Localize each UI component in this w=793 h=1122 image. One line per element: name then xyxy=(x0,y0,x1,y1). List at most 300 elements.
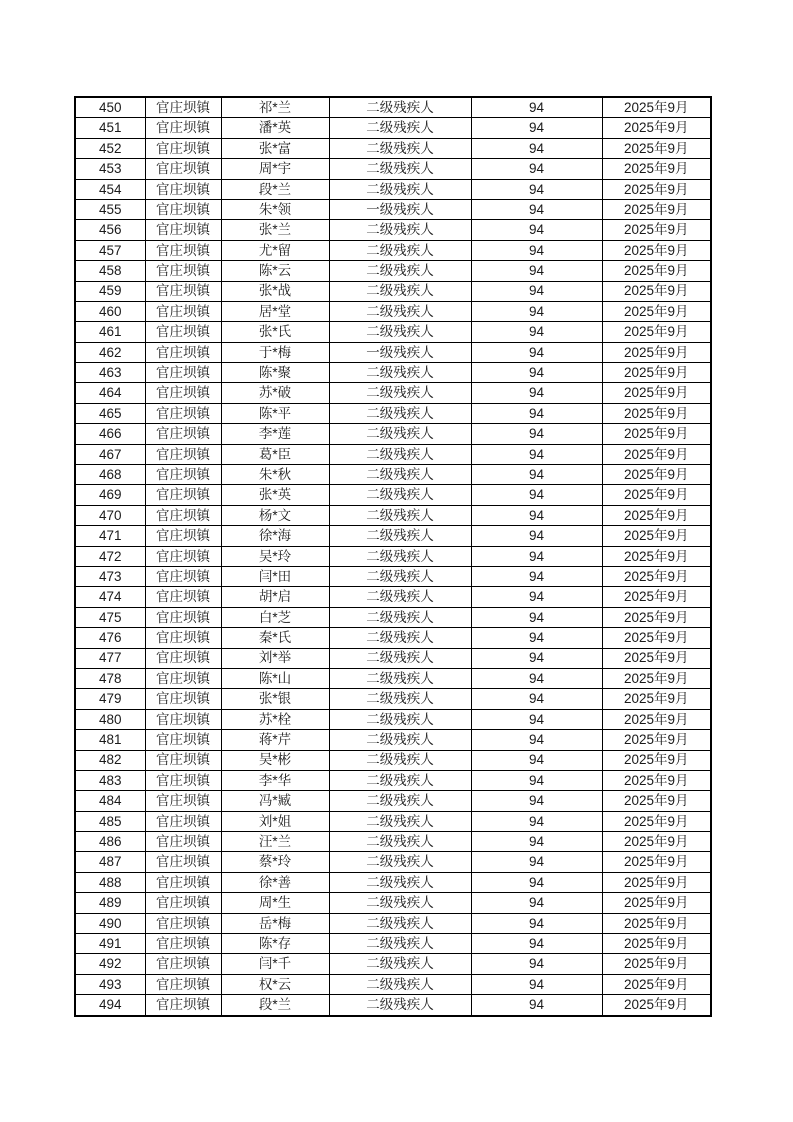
table-row xyxy=(75,954,711,974)
name-cell: 葛*臣 xyxy=(221,444,329,464)
category-cell: 二级残疾人 xyxy=(329,628,471,648)
table-row xyxy=(75,159,711,179)
name-cell: 胡*启 xyxy=(221,587,329,607)
table-row xyxy=(75,138,711,158)
serial-cell: 457 xyxy=(75,240,145,260)
month-cell: 2025年9月 xyxy=(602,342,711,362)
month-cell: 2025年9月 xyxy=(602,770,711,790)
name-cell: 权*云 xyxy=(221,974,329,994)
name-cell: 蔡*玲 xyxy=(221,852,329,872)
table-row xyxy=(75,587,711,607)
name-cell: 李*莲 xyxy=(221,424,329,444)
category-cell: 二级残疾人 xyxy=(329,322,471,342)
serial-cell: 455 xyxy=(75,199,145,219)
table-row xyxy=(75,689,711,709)
category-cell: 二级残疾人 xyxy=(329,893,471,913)
category-cell: 二级残疾人 xyxy=(329,913,471,933)
table-row xyxy=(75,974,711,994)
month-cell: 2025年9月 xyxy=(602,261,711,281)
table-row xyxy=(75,913,711,933)
month-cell: 2025年9月 xyxy=(602,995,711,1016)
amount-cell: 94 xyxy=(471,832,602,852)
name-cell: 张*富 xyxy=(221,138,329,158)
month-cell: 2025年9月 xyxy=(602,465,711,485)
serial-cell: 482 xyxy=(75,750,145,770)
amount-cell: 94 xyxy=(471,444,602,464)
month-cell: 2025年9月 xyxy=(602,179,711,199)
town-cell: 官庄坝镇 xyxy=(145,730,221,750)
amount-cell: 94 xyxy=(471,97,602,118)
category-cell: 二级残疾人 xyxy=(329,587,471,607)
town-cell: 官庄坝镇 xyxy=(145,363,221,383)
category-cell: 二级残疾人 xyxy=(329,261,471,281)
town-cell: 官庄坝镇 xyxy=(145,893,221,913)
town-cell: 官庄坝镇 xyxy=(145,832,221,852)
amount-cell: 94 xyxy=(471,811,602,831)
town-cell: 官庄坝镇 xyxy=(145,383,221,403)
category-cell: 二级残疾人 xyxy=(329,954,471,974)
name-cell: 段*兰 xyxy=(221,995,329,1016)
name-cell: 张*战 xyxy=(221,281,329,301)
town-cell: 官庄坝镇 xyxy=(145,587,221,607)
amount-cell: 94 xyxy=(471,934,602,954)
serial-cell: 459 xyxy=(75,281,145,301)
table-row xyxy=(75,607,711,627)
serial-cell: 489 xyxy=(75,893,145,913)
table-row xyxy=(75,648,711,668)
category-cell: 二级残疾人 xyxy=(329,791,471,811)
amount-cell: 94 xyxy=(471,240,602,260)
name-cell: 吴*玲 xyxy=(221,546,329,566)
town-cell: 官庄坝镇 xyxy=(145,342,221,362)
name-cell: 尤*留 xyxy=(221,240,329,260)
category-cell: 二级残疾人 xyxy=(329,118,471,138)
name-cell: 蒋*芹 xyxy=(221,730,329,750)
table-row xyxy=(75,934,711,954)
serial-cell: 473 xyxy=(75,566,145,586)
table-row xyxy=(75,526,711,546)
month-cell: 2025年9月 xyxy=(602,403,711,423)
name-cell: 闫*千 xyxy=(221,954,329,974)
town-cell: 官庄坝镇 xyxy=(145,546,221,566)
subsidy-roster-table-body xyxy=(75,97,711,1016)
serial-cell: 450 xyxy=(75,97,145,118)
name-cell: 陈*山 xyxy=(221,668,329,688)
serial-cell: 484 xyxy=(75,791,145,811)
category-cell: 一级残疾人 xyxy=(329,199,471,219)
town-cell: 官庄坝镇 xyxy=(145,505,221,525)
serial-cell: 486 xyxy=(75,832,145,852)
category-cell: 二级残疾人 xyxy=(329,424,471,444)
amount-cell: 94 xyxy=(471,220,602,240)
town-cell: 官庄坝镇 xyxy=(145,934,221,954)
serial-cell: 458 xyxy=(75,261,145,281)
amount-cell: 94 xyxy=(471,138,602,158)
name-cell: 张*兰 xyxy=(221,220,329,240)
category-cell: 二级残疾人 xyxy=(329,403,471,423)
town-cell: 官庄坝镇 xyxy=(145,750,221,770)
table-row xyxy=(75,403,711,423)
table-row xyxy=(75,505,711,525)
town-cell: 官庄坝镇 xyxy=(145,974,221,994)
month-cell: 2025年9月 xyxy=(602,628,711,648)
category-cell: 二级残疾人 xyxy=(329,872,471,892)
month-cell: 2025年9月 xyxy=(602,730,711,750)
serial-cell: 483 xyxy=(75,770,145,790)
table-row xyxy=(75,424,711,444)
month-cell: 2025年9月 xyxy=(602,118,711,138)
category-cell: 二级残疾人 xyxy=(329,934,471,954)
town-cell: 官庄坝镇 xyxy=(145,220,221,240)
amount-cell: 94 xyxy=(471,342,602,362)
amount-cell: 94 xyxy=(471,750,602,770)
town-cell: 官庄坝镇 xyxy=(145,913,221,933)
category-cell: 二级残疾人 xyxy=(329,281,471,301)
month-cell: 2025年9月 xyxy=(602,709,711,729)
serial-cell: 479 xyxy=(75,689,145,709)
category-cell: 二级残疾人 xyxy=(329,138,471,158)
table-row xyxy=(75,342,711,362)
category-cell: 二级残疾人 xyxy=(329,220,471,240)
month-cell: 2025年9月 xyxy=(602,322,711,342)
month-cell: 2025年9月 xyxy=(602,668,711,688)
name-cell: 岳*梅 xyxy=(221,913,329,933)
table-row xyxy=(75,97,711,118)
amount-cell: 94 xyxy=(471,730,602,750)
town-cell: 官庄坝镇 xyxy=(145,424,221,444)
town-cell: 官庄坝镇 xyxy=(145,995,221,1016)
category-cell: 二级残疾人 xyxy=(329,444,471,464)
category-cell: 二级残疾人 xyxy=(329,465,471,485)
month-cell: 2025年9月 xyxy=(602,811,711,831)
serial-cell: 490 xyxy=(75,913,145,933)
month-cell: 2025年9月 xyxy=(602,832,711,852)
town-cell: 官庄坝镇 xyxy=(145,668,221,688)
category-cell: 二级残疾人 xyxy=(329,97,471,118)
month-cell: 2025年9月 xyxy=(602,505,711,525)
amount-cell: 94 xyxy=(471,607,602,627)
category-cell: 二级残疾人 xyxy=(329,526,471,546)
name-cell: 陈*云 xyxy=(221,261,329,281)
town-cell: 官庄坝镇 xyxy=(145,444,221,464)
month-cell: 2025年9月 xyxy=(602,138,711,158)
category-cell: 二级残疾人 xyxy=(329,750,471,770)
name-cell: 张*英 xyxy=(221,485,329,505)
serial-cell: 451 xyxy=(75,118,145,138)
name-cell: 段*兰 xyxy=(221,179,329,199)
serial-cell: 452 xyxy=(75,138,145,158)
amount-cell: 94 xyxy=(471,118,602,138)
month-cell: 2025年9月 xyxy=(602,689,711,709)
serial-cell: 487 xyxy=(75,852,145,872)
category-cell: 二级残疾人 xyxy=(329,709,471,729)
serial-cell: 465 xyxy=(75,403,145,423)
table-row xyxy=(75,852,711,872)
table-row xyxy=(75,220,711,240)
amount-cell: 94 xyxy=(471,893,602,913)
serial-cell: 477 xyxy=(75,648,145,668)
table-row xyxy=(75,383,711,403)
category-cell: 二级残疾人 xyxy=(329,505,471,525)
name-cell: 于*梅 xyxy=(221,342,329,362)
category-cell: 二级残疾人 xyxy=(329,301,471,321)
table-row xyxy=(75,872,711,892)
month-cell: 2025年9月 xyxy=(602,97,711,118)
town-cell: 官庄坝镇 xyxy=(145,403,221,423)
category-cell: 二级残疾人 xyxy=(329,363,471,383)
month-cell: 2025年9月 xyxy=(602,526,711,546)
table-row xyxy=(75,750,711,770)
name-cell: 刘*举 xyxy=(221,648,329,668)
serial-cell: 456 xyxy=(75,220,145,240)
table-row xyxy=(75,485,711,505)
month-cell: 2025年9月 xyxy=(602,954,711,974)
name-cell: 秦*氏 xyxy=(221,628,329,648)
table-row xyxy=(75,832,711,852)
category-cell: 二级残疾人 xyxy=(329,689,471,709)
amount-cell: 94 xyxy=(471,505,602,525)
month-cell: 2025年9月 xyxy=(602,281,711,301)
town-cell: 官庄坝镇 xyxy=(145,179,221,199)
serial-cell: 454 xyxy=(75,179,145,199)
category-cell: 二级残疾人 xyxy=(329,546,471,566)
name-cell: 汪*兰 xyxy=(221,832,329,852)
town-cell: 官庄坝镇 xyxy=(145,485,221,505)
name-cell: 周*宇 xyxy=(221,159,329,179)
amount-cell: 94 xyxy=(471,199,602,219)
town-cell: 官庄坝镇 xyxy=(145,791,221,811)
month-cell: 2025年9月 xyxy=(602,546,711,566)
serial-cell: 480 xyxy=(75,709,145,729)
amount-cell: 94 xyxy=(471,363,602,383)
name-cell: 闫*田 xyxy=(221,566,329,586)
amount-cell: 94 xyxy=(471,322,602,342)
table-row xyxy=(75,546,711,566)
category-cell: 二级残疾人 xyxy=(329,832,471,852)
table-row xyxy=(75,199,711,219)
name-cell: 白*芝 xyxy=(221,607,329,627)
name-cell: 陈*聚 xyxy=(221,363,329,383)
table-row xyxy=(75,791,711,811)
table-row xyxy=(75,770,711,790)
category-cell: 二级残疾人 xyxy=(329,995,471,1016)
table-row xyxy=(75,628,711,648)
town-cell: 官庄坝镇 xyxy=(145,852,221,872)
town-cell: 官庄坝镇 xyxy=(145,465,221,485)
month-cell: 2025年9月 xyxy=(602,240,711,260)
name-cell: 祁*兰 xyxy=(221,97,329,118)
table-row xyxy=(75,444,711,464)
table-row xyxy=(75,811,711,831)
category-cell: 二级残疾人 xyxy=(329,566,471,586)
town-cell: 官庄坝镇 xyxy=(145,709,221,729)
serial-cell: 453 xyxy=(75,159,145,179)
amount-cell: 94 xyxy=(471,872,602,892)
month-cell: 2025年9月 xyxy=(602,934,711,954)
category-cell: 二级残疾人 xyxy=(329,730,471,750)
name-cell: 陈*平 xyxy=(221,403,329,423)
town-cell: 官庄坝镇 xyxy=(145,526,221,546)
name-cell: 徐*善 xyxy=(221,872,329,892)
month-cell: 2025年9月 xyxy=(602,444,711,464)
month-cell: 2025年9月 xyxy=(602,424,711,444)
amount-cell: 94 xyxy=(471,261,602,281)
name-cell: 朱*秋 xyxy=(221,465,329,485)
town-cell: 官庄坝镇 xyxy=(145,954,221,974)
table-row xyxy=(75,668,711,688)
table-row xyxy=(75,322,711,342)
name-cell: 周*生 xyxy=(221,893,329,913)
serial-cell: 476 xyxy=(75,628,145,648)
name-cell: 张*氏 xyxy=(221,322,329,342)
serial-cell: 493 xyxy=(75,974,145,994)
month-cell: 2025年9月 xyxy=(602,199,711,219)
month-cell: 2025年9月 xyxy=(602,913,711,933)
town-cell: 官庄坝镇 xyxy=(145,281,221,301)
serial-cell: 460 xyxy=(75,301,145,321)
table-row xyxy=(75,240,711,260)
town-cell: 官庄坝镇 xyxy=(145,566,221,586)
serial-cell: 485 xyxy=(75,811,145,831)
category-cell: 二级残疾人 xyxy=(329,770,471,790)
name-cell: 徐*海 xyxy=(221,526,329,546)
amount-cell: 94 xyxy=(471,587,602,607)
amount-cell: 94 xyxy=(471,648,602,668)
amount-cell: 94 xyxy=(471,526,602,546)
name-cell: 李*华 xyxy=(221,770,329,790)
amount-cell: 94 xyxy=(471,546,602,566)
name-cell: 居*堂 xyxy=(221,301,329,321)
month-cell: 2025年9月 xyxy=(602,893,711,913)
serial-cell: 463 xyxy=(75,363,145,383)
town-cell: 官庄坝镇 xyxy=(145,770,221,790)
category-cell: 二级残疾人 xyxy=(329,811,471,831)
amount-cell: 94 xyxy=(471,954,602,974)
month-cell: 2025年9月 xyxy=(602,750,711,770)
table-row xyxy=(75,730,711,750)
name-cell: 陈*存 xyxy=(221,934,329,954)
table-row xyxy=(75,566,711,586)
amount-cell: 94 xyxy=(471,301,602,321)
serial-cell: 470 xyxy=(75,505,145,525)
table-row xyxy=(75,465,711,485)
table-row xyxy=(75,893,711,913)
town-cell: 官庄坝镇 xyxy=(145,301,221,321)
town-cell: 官庄坝镇 xyxy=(145,628,221,648)
category-cell: 二级残疾人 xyxy=(329,179,471,199)
serial-cell: 462 xyxy=(75,342,145,362)
amount-cell: 94 xyxy=(471,791,602,811)
name-cell: 杨*文 xyxy=(221,505,329,525)
town-cell: 官庄坝镇 xyxy=(145,322,221,342)
table-row xyxy=(75,281,711,301)
serial-cell: 474 xyxy=(75,587,145,607)
town-cell: 官庄坝镇 xyxy=(145,689,221,709)
name-cell: 朱*领 xyxy=(221,199,329,219)
serial-cell: 471 xyxy=(75,526,145,546)
category-cell: 一级残疾人 xyxy=(329,342,471,362)
month-cell: 2025年9月 xyxy=(602,301,711,321)
serial-cell: 466 xyxy=(75,424,145,444)
serial-cell: 492 xyxy=(75,954,145,974)
month-cell: 2025年9月 xyxy=(602,159,711,179)
category-cell: 二级残疾人 xyxy=(329,974,471,994)
category-cell: 二级残疾人 xyxy=(329,485,471,505)
amount-cell: 94 xyxy=(471,281,602,301)
serial-cell: 467 xyxy=(75,444,145,464)
amount-cell: 94 xyxy=(471,852,602,872)
name-cell: 张*银 xyxy=(221,689,329,709)
month-cell: 2025年9月 xyxy=(602,648,711,668)
serial-cell: 478 xyxy=(75,668,145,688)
month-cell: 2025年9月 xyxy=(602,974,711,994)
amount-cell: 94 xyxy=(471,403,602,423)
amount-cell: 94 xyxy=(471,179,602,199)
serial-cell: 468 xyxy=(75,465,145,485)
amount-cell: 94 xyxy=(471,913,602,933)
amount-cell: 94 xyxy=(471,628,602,648)
table-row xyxy=(75,363,711,383)
category-cell: 二级残疾人 xyxy=(329,668,471,688)
town-cell: 官庄坝镇 xyxy=(145,159,221,179)
table-row xyxy=(75,995,711,1016)
amount-cell: 94 xyxy=(471,668,602,688)
amount-cell: 94 xyxy=(471,995,602,1016)
category-cell: 二级残疾人 xyxy=(329,159,471,179)
town-cell: 官庄坝镇 xyxy=(145,607,221,627)
serial-cell: 469 xyxy=(75,485,145,505)
category-cell: 二级残疾人 xyxy=(329,383,471,403)
town-cell: 官庄坝镇 xyxy=(145,97,221,118)
table-row xyxy=(75,179,711,199)
table-row xyxy=(75,301,711,321)
name-cell: 苏*栓 xyxy=(221,709,329,729)
town-cell: 官庄坝镇 xyxy=(145,261,221,281)
town-cell: 官庄坝镇 xyxy=(145,199,221,219)
serial-cell: 464 xyxy=(75,383,145,403)
table-row xyxy=(75,118,711,138)
town-cell: 官庄坝镇 xyxy=(145,118,221,138)
month-cell: 2025年9月 xyxy=(602,872,711,892)
category-cell: 二级残疾人 xyxy=(329,240,471,260)
name-cell: 苏*破 xyxy=(221,383,329,403)
subsidy-roster-table xyxy=(74,96,712,1017)
month-cell: 2025年9月 xyxy=(602,587,711,607)
month-cell: 2025年9月 xyxy=(602,485,711,505)
category-cell: 二级残疾人 xyxy=(329,852,471,872)
table-row xyxy=(75,261,711,281)
serial-cell: 472 xyxy=(75,546,145,566)
town-cell: 官庄坝镇 xyxy=(145,138,221,158)
amount-cell: 94 xyxy=(471,709,602,729)
month-cell: 2025年9月 xyxy=(602,607,711,627)
amount-cell: 94 xyxy=(471,770,602,790)
town-cell: 官庄坝镇 xyxy=(145,240,221,260)
month-cell: 2025年9月 xyxy=(602,383,711,403)
serial-cell: 475 xyxy=(75,607,145,627)
serial-cell: 481 xyxy=(75,730,145,750)
amount-cell: 94 xyxy=(471,159,602,179)
name-cell: 潘*英 xyxy=(221,118,329,138)
name-cell: 刘*姐 xyxy=(221,811,329,831)
amount-cell: 94 xyxy=(471,383,602,403)
serial-cell: 491 xyxy=(75,934,145,954)
amount-cell: 94 xyxy=(471,485,602,505)
month-cell: 2025年9月 xyxy=(602,220,711,240)
category-cell: 二级残疾人 xyxy=(329,607,471,627)
amount-cell: 94 xyxy=(471,465,602,485)
month-cell: 2025年9月 xyxy=(602,791,711,811)
